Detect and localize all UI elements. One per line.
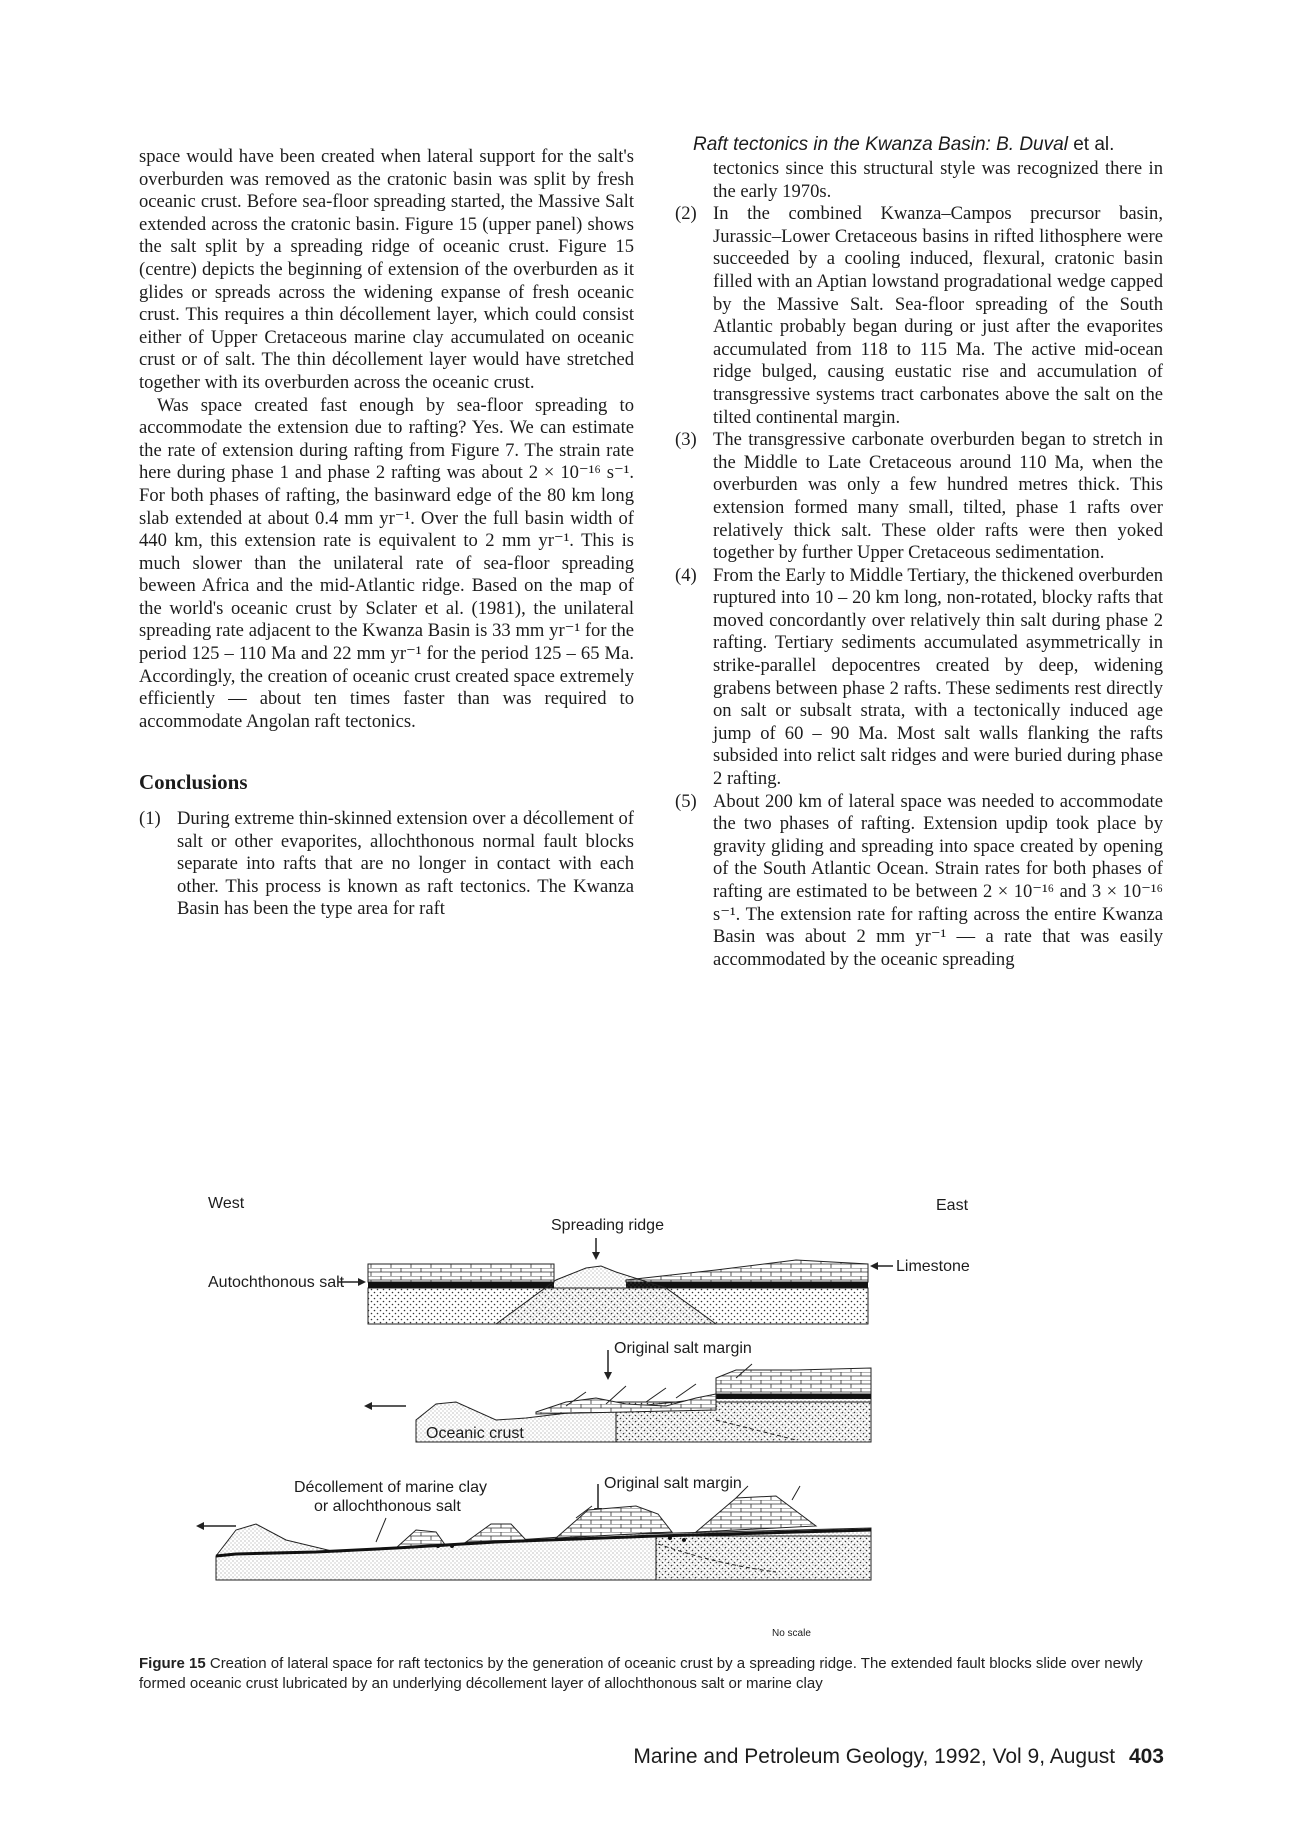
conclusion-item (139, 808, 634, 921)
figure-15 (196, 1180, 986, 1640)
conclusion-text: During extreme thin-skinned extension over a décollement of salt or other evaporites, allochthonous normal fault blocks separate into rafts that are no longer in contact with each other. This process is known as raft tectonics. The Kwanza Basin has been the type area for raft (177, 808, 634, 920)
continuation-text: tectonics since this structural style was recognized there in the early 1970s. (713, 158, 1163, 202)
extension-arrowhead-lower (196, 1522, 204, 1530)
conclusion-text: About 200 km of lateral space was needed to accommodate the two phases of rafting. Extension updip took place by gravity gliding and spreading into space created by opening of the South Atlantic Ocean. Strain rates for both phases of rafting are estimated to be between 2 × 10⁻¹⁶ and 3 × 10⁻¹⁶ s⁻¹. The extension rate for rafting across the entire Kwanza Basin was about 2 mm yr⁻¹ — a rate that was easily accommodated by the oceanic spreading (713, 790, 1163, 970)
body-paragraph: Was space created fast enough by sea-floor spreading to accommodate the extension due to rafting? Yes. We can estimate the rate of extension during rafting from Figure 7. The strain rate here during phase 1 and phase 2 rafting was about 2 × 10⁻¹⁶ s⁻¹. For both phases of rafting, the basinward edge of the 80 km long slab extended at about 0.4 mm yr⁻¹. Over the full basin width of 440 km, this extension rate is equivalent to 2 mm yr⁻¹. This is much slower than the unilateral rate of sea-floor spreading beween Africa and the mid-Atlantic ridge. Based on the map of the world's oceanic crust by Sclater et al. (1981), the unilateral spreading rate adjacent to the Kwanza Basin is 33 mm yr⁻¹ for the period 125 – 110 Ma and 22 mm yr⁻¹ for the period 125 – 65 Ma. Accordingly, the creation of oceanic crust created space extremely efficiently — about ten times faster than was required to accommodate Angolan raft tectonics. (139, 394, 634, 732)
conclusion-item (675, 791, 1163, 972)
label-autochthonous-salt: Autochthonous salt (208, 1274, 345, 1291)
conclusions-list (139, 808, 634, 921)
label-west: West (208, 1195, 245, 1212)
conclusion-number: (1) (139, 808, 161, 830)
conclusion-number: (5) (675, 790, 697, 812)
caption-label: Figure 15 (139, 1655, 206, 1672)
label-decollement-line2: or allochthonous salt (314, 1498, 461, 1515)
conclusion-text: The transgressive carbonate overburden began to stretch in the Middle to Late Cretaceous around 110 Ma, when the overburden was only a few hundred metres thick. This extension formed many small, tilted, phase 1 rafts over relatively thick salt. These older rafts were then yoked together by further Upper Cretaceous sedimentation. (713, 429, 1163, 564)
conclusion-number: (2) (675, 203, 697, 225)
limestone-arrowhead (870, 1262, 878, 1270)
page-number: 403 (1128, 1745, 1164, 1768)
spreading-ridge-arrowhead (592, 1252, 600, 1260)
label-oceanic-crust: Oceanic crust (426, 1425, 524, 1442)
page-footer (604, 1745, 1164, 1769)
conclusion-text: From the Early to Middle Tertiary, the thickened overburden ruptured into 10 – 20 km long, non-rotated, blocky rafts that moved concordantly over relatively thin salt during phase 2 rafting. Tertiary sediments accumulated asymmetrically in strike-parallel depocentres created by deep, widening grabens between phase 2 rafts. These sediments rest directly on salt or subsalt strata, with a tectonically induced age jump of 60 – 90 Ma. Most salt walls flanking the rafts subsided into relict salt ridges and were buried during phase 2 rafting. (713, 564, 1163, 790)
label-original-salt-margin-lower: Original salt margin (604, 1475, 742, 1492)
running-head-title: Raft tectonics in the Kwanza Basin: (693, 134, 991, 155)
running-head (693, 134, 1163, 156)
autochthonous-salt-arrowhead (358, 1278, 366, 1286)
conclusion-number: (3) (675, 429, 697, 451)
label-decollement-line1: Décollement of marine clay (294, 1479, 487, 1496)
panel-upper (368, 1260, 868, 1324)
conclusion-item (675, 565, 1163, 791)
label-east: East (936, 1197, 969, 1214)
label-no-scale: No scale (772, 1628, 811, 1639)
body-paragraph: space would have been created when lateral support for the salt's overburden was removed as the cratonic basin was split by fresh oceanic crust. Before sea-floor spreading started, the Massive Salt extended across the cratonic basin. Figure 15 (upper panel) shows the salt split by a spreading ridge of oceanic crust. Figure 15 (centre) depicts the beginning of extension of the overburden as it glides or spreads across the widening expanse of fresh oceanic crust. This requires a thin décollement layer, which could consist either of Upper Cretaceous marine clay accumulated on oceanic crust or of salt. The thin décollement layer would have stretched together with its overburden across the oceanic crust. (139, 146, 634, 393)
label-limestone: Limestone (896, 1258, 970, 1275)
running-head-author: B. Duval (996, 134, 1068, 155)
section-heading-conclusions: Conclusions (139, 770, 248, 795)
conclusion-text: In the combined Kwanza–Campos precursor basin, Jurassic–Lower Cretaceous basins in rifted lithosphere were succeeded by a cooling induced, flexural, cratonic basin filled with an Aptian lowstand progradational wedge capped by the Massive Salt. Sea-floor spreading of the South Atlantic probably began during or just after the evaporites accumulated from 118 to 115 Ma. The active mid-ocean ridge bulged, causing eustatic rise and accumulation of transgressive systems tract carbonates above the salt on the tilted continental margin. (713, 203, 1163, 428)
journal-citation: Marine and Petroleum Geology, 1992, Vol 9, August (633, 1745, 1116, 1768)
left-column (139, 146, 634, 921)
conclusion-number: (4) (675, 564, 697, 586)
conclusion-item (675, 429, 1163, 565)
caption-text: Creation of lateral space for raft tectonics by the generation of oceanic crust by a spreading ridge. The extended fault blocks slide over newly formed oceanic crust lubricated by an underlying décollement layer of allochthonous salt or marine clay (139, 1655, 1143, 1692)
label-spreading-ridge: Spreading ridge (551, 1217, 664, 1234)
conclusion-item (675, 203, 1163, 429)
extension-arrowhead-middle (364, 1402, 372, 1410)
figure-caption (139, 1654, 1163, 1694)
cross-section-diagram (196, 1180, 986, 1640)
original-salt-margin-arrowhead-upper (604, 1372, 612, 1380)
running-head-suffix: et al. (1073, 134, 1115, 155)
right-column (675, 158, 1163, 971)
label-original-salt-margin-upper: Original salt margin (614, 1340, 752, 1357)
conclusions-list-continued (675, 203, 1163, 971)
